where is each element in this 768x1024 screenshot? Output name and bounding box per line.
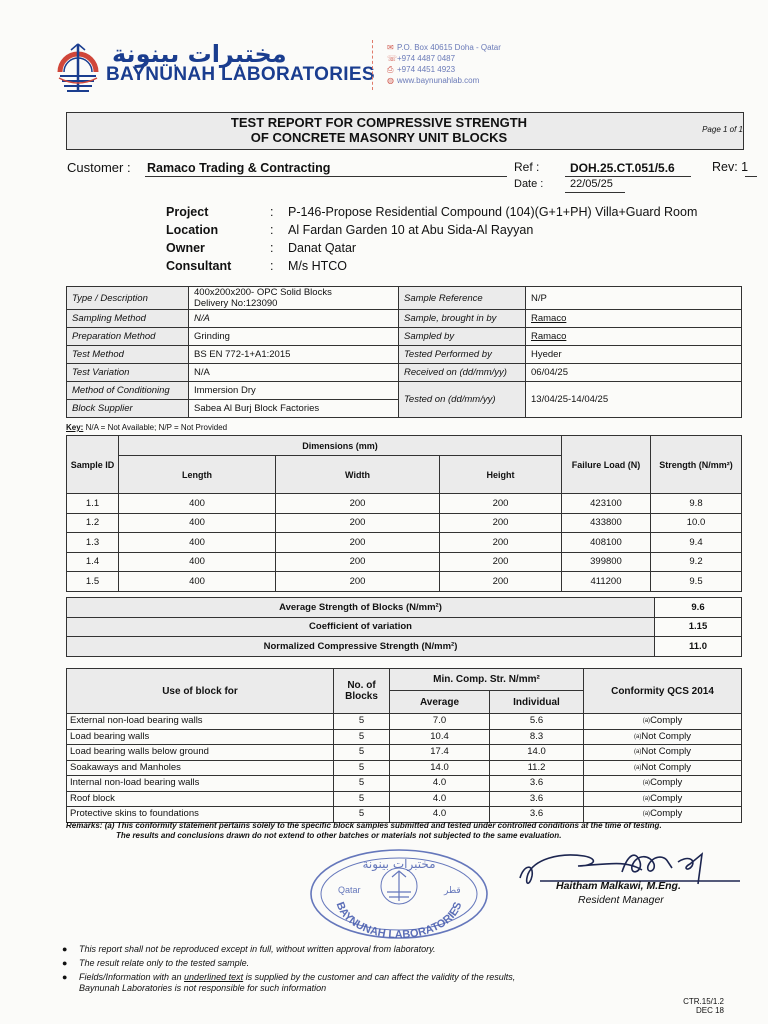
header-strength: Strength (N/mm²) — [651, 436, 742, 494]
use: Load bearing walls below ground — [67, 745, 334, 761]
width: 200 — [276, 513, 440, 533]
individual: 3.6 — [490, 807, 584, 823]
project-row: Project : P-146-Propose Residential Compound (104)(G+1+PH) Villa+Guard Room — [166, 205, 698, 219]
globe-icon: ◍ — [387, 76, 394, 85]
table-row — [67, 533, 742, 553]
sample-id: 1.4 — [67, 552, 119, 572]
owner-row: Owner : Danat Qatar — [166, 241, 357, 255]
info-label: Block Supplier — [67, 400, 189, 418]
cov-label: Coefficient of variation — [67, 617, 655, 637]
info-value: Grinding — [189, 328, 399, 346]
table-row — [67, 328, 742, 346]
conformity: $^{(a)}$Not Comply — [584, 760, 742, 776]
test-results-table — [66, 435, 742, 592]
list-item: ● This report shall not be reproduced except in full, without written approval from laboratory. — [62, 944, 436, 954]
length: 400 — [119, 552, 276, 572]
list-item: ● Fields/Information with an underlined text is supplied by the customer and can affect the validity of the results, Baynunah Laboratories is not responsible for such information — [62, 972, 516, 993]
report-date: 22/05/25 — [570, 178, 613, 190]
contact-block — [387, 42, 501, 86]
signatory-title: Resident Manager — [578, 894, 664, 906]
header-dimensions: Dimensions (mm) — [119, 436, 562, 456]
length: 400 — [119, 513, 276, 533]
logo-english-text: BAYNUNAH LABORATORIES — [106, 64, 375, 85]
customer-underline — [145, 176, 507, 177]
conformity: $^{(a)}$Comply — [584, 776, 742, 792]
failure-load: 399800 — [562, 552, 651, 572]
average: 4.0 — [390, 791, 490, 807]
table-row — [67, 791, 742, 807]
abbreviation-key: Key: N/A = Not Available; N/P = Not Provided — [66, 423, 228, 432]
info-label: Sampling Method — [67, 310, 189, 328]
table-row — [67, 760, 742, 776]
info-label: Sampled by — [399, 328, 526, 346]
failure-load: 411200 — [562, 572, 651, 592]
consultant-row: Consultant : M/s HTCO — [166, 259, 348, 273]
use: Roof block — [67, 791, 334, 807]
table-row — [67, 745, 742, 761]
table-row — [67, 382, 742, 400]
form-code: CTR.15/1.2 DEC 18 — [683, 997, 724, 1015]
footnotes — [62, 944, 742, 997]
info-value: N/P — [526, 287, 742, 310]
no-blocks: 5 — [334, 776, 390, 792]
header-failure-load: Failure Load (N) — [562, 436, 651, 494]
ref-label: Ref : — [514, 160, 540, 174]
use: Protective skins to foundations — [67, 807, 334, 823]
svg-text:قطر: قطر — [444, 886, 461, 896]
contact-phone: ☏+974 4487 0487 — [387, 54, 456, 63]
conformity: $^{(a)}$Comply — [584, 791, 742, 807]
use: Load bearing walls — [67, 729, 334, 745]
strength: 9.4 — [651, 533, 742, 553]
width: 200 — [276, 533, 440, 553]
average: 10.4 — [390, 729, 490, 745]
header-length: Length — [119, 456, 276, 494]
conformity: $^{(a)}$Not Comply — [584, 745, 742, 761]
no-blocks: 5 — [334, 745, 390, 761]
info-value: 13/04/25-14/04/25 — [526, 382, 742, 418]
height: 200 — [440, 552, 562, 572]
conformity: $^{(a)}$Comply — [584, 807, 742, 823]
table-row — [67, 776, 742, 792]
header-conformity: Conformity QCS 2014 — [584, 669, 742, 714]
info-value: 06/04/25 — [526, 364, 742, 382]
table-row — [67, 714, 742, 730]
height: 200 — [440, 572, 562, 592]
strength: 9.2 — [651, 552, 742, 572]
info-value: Ramaco — [526, 310, 742, 328]
conformity-table — [66, 668, 742, 823]
normalized-strength-label: Normalized Compressive Strength (N/mm²) — [67, 637, 655, 657]
width: 200 — [276, 494, 440, 514]
location-row: Location : Al Fardan Garden 10 at Abu Sida-Al Rayyan — [166, 223, 534, 237]
average: 4.0 — [390, 776, 490, 792]
table-row — [67, 346, 742, 364]
table-row — [67, 287, 742, 310]
individual: 3.6 — [490, 776, 584, 792]
info-label: Tested Performed by — [399, 346, 526, 364]
laboratory-stamp — [308, 846, 490, 942]
table-header-row — [67, 436, 742, 456]
bullet-icon: ● — [62, 944, 68, 954]
svg-text:مختبرات بينونة: مختبرات بينونة — [362, 857, 436, 871]
average: 17.4 — [390, 745, 490, 761]
contact-website: ◍ www.baynunahlab.com — [387, 76, 480, 85]
header-sample-id: Sample ID — [67, 436, 119, 494]
info-value: N/A — [189, 364, 399, 382]
width: 200 — [276, 572, 440, 592]
no-blocks: 5 — [334, 760, 390, 776]
mailbox-icon: ✉ — [387, 43, 394, 52]
baynunah-logo-icon — [54, 36, 102, 98]
table-row — [67, 513, 742, 533]
conformity: $^{(a)}$Not Comply — [584, 729, 742, 745]
revision-underline — [745, 176, 757, 177]
remarks: Remarks: (a) This conformity statement pertains solely to the specific block samples submitted and tested under controlled conditions at the time of testing. The results and conclusions drawn do not extend to other batches or materials not subjected to the same evaluation. — [66, 821, 662, 840]
phone-icon: ☏ — [387, 54, 398, 63]
conformity: $^{(a)}$Comply — [584, 714, 742, 730]
average: 4.0 — [390, 807, 490, 823]
project-details — [166, 203, 697, 275]
header-average: Average — [390, 691, 490, 714]
width: 200 — [276, 552, 440, 572]
summary-table — [66, 597, 742, 657]
use: Internal non-load bearing walls — [67, 776, 334, 792]
sample-info-table — [66, 286, 742, 418]
individual: 5.6 — [490, 714, 584, 730]
no-blocks: 5 — [334, 791, 390, 807]
sample-id: 1.1 — [67, 494, 119, 514]
failure-load: 408100 — [562, 533, 651, 553]
header-width: Width — [276, 456, 440, 494]
header-use: Use of block for — [67, 669, 334, 714]
table-row — [67, 310, 742, 328]
info-value: Ramaco — [526, 328, 742, 346]
header-no-blocks: No. of Blocks — [334, 669, 390, 714]
report-title: TEST REPORT FOR COMPRESSIVE STRENGTH OF CONCRETE MASONRY UNIT BLOCKS — [230, 115, 528, 145]
info-value-type: 400x200x200- OPC Solid Blocks Delivery No:123090 — [189, 287, 399, 310]
revision: Rev: 1 — [712, 160, 749, 174]
signatory-name: Haitham Malkawi, M.Eng. — [556, 880, 681, 892]
table-row — [67, 572, 742, 592]
list-item: ● The result relate only to the tested sample. — [62, 958, 250, 968]
report-title-box — [66, 112, 744, 150]
no-blocks: 5 — [334, 807, 390, 823]
cov-value: 1.15 — [655, 617, 742, 637]
use: External non-load bearing walls — [67, 714, 334, 730]
info-value: BS EN 772-1+A1:2015 — [189, 346, 399, 364]
info-label: Preparation Method — [67, 328, 189, 346]
header-min-strength: Min. Comp. Str. N/mm² — [390, 669, 584, 691]
table-row — [67, 807, 742, 823]
normalized-strength-value: 11.0 — [655, 637, 742, 657]
table-row — [67, 552, 742, 572]
no-blocks: 5 — [334, 714, 390, 730]
strength: 9.5 — [651, 572, 742, 592]
table-row — [67, 637, 742, 657]
info-value: Sabea Al Burj Block Factories — [189, 400, 399, 418]
bullet-icon: ● — [62, 972, 68, 982]
info-label: Sample, brought in by — [399, 310, 526, 328]
average-strength-value: 9.6 — [655, 598, 742, 618]
customer-label: Customer : — [67, 160, 131, 175]
header-individual: Individual — [490, 691, 584, 714]
info-label: Received on (dd/mm/yy) — [399, 364, 526, 382]
height: 200 — [440, 494, 562, 514]
failure-load: 423100 — [562, 494, 651, 514]
table-header-row — [67, 669, 742, 691]
logo-arabic-text: مختبرات بينونة — [112, 40, 287, 68]
table-row — [67, 494, 742, 514]
failure-load: 433800 — [562, 513, 651, 533]
use: Soakaways and Manholes — [67, 760, 334, 776]
individual: 3.6 — [490, 791, 584, 807]
no-blocks: 5 — [334, 729, 390, 745]
info-value: Immersion Dry — [189, 382, 399, 400]
info-label: Type / Description — [67, 287, 189, 310]
sample-id: 1.2 — [67, 513, 119, 533]
info-label: Test Method — [67, 346, 189, 364]
height: 200 — [440, 513, 562, 533]
fax-icon: ⎙ — [387, 65, 394, 74]
average: 7.0 — [390, 714, 490, 730]
length: 400 — [119, 533, 276, 553]
strength: 9.8 — [651, 494, 742, 514]
customer-name: Ramaco Trading & Contracting — [147, 161, 331, 175]
ref-underline — [565, 176, 691, 177]
info-label: Method of Conditioning — [67, 382, 189, 400]
contact-separator — [372, 40, 374, 90]
date-label: Date : — [514, 178, 544, 190]
svg-text:BAYNUNAH LABORATORIES: BAYNUNAH LABORATORIES — [333, 900, 465, 942]
date-underline — [565, 192, 625, 193]
individual: 11.2 — [490, 760, 584, 776]
ref-number: DOH.25.CT.051/5.6 — [570, 161, 675, 175]
contact-address: ✉ P.O. Box 40615 Doha - Qatar — [387, 43, 501, 52]
length: 400 — [119, 572, 276, 592]
sample-id: 1.5 — [67, 572, 119, 592]
average-strength-label: Average Strength of Blocks (N/mm²) — [67, 598, 655, 618]
individual: 8.3 — [490, 729, 584, 745]
info-label: Test Variation — [67, 364, 189, 382]
table-row — [67, 598, 742, 618]
info-value: N/A — [189, 310, 399, 328]
contact-fax: ⎙ +974 4451 4923 — [387, 65, 456, 74]
average: 14.0 — [390, 760, 490, 776]
info-label: Tested on (dd/mm/yy) — [399, 382, 526, 418]
sample-id: 1.3 — [67, 533, 119, 553]
height: 200 — [440, 533, 562, 553]
info-label: Sample Reference — [399, 287, 526, 310]
strength: 10.0 — [651, 513, 742, 533]
info-value: Hyeder — [526, 346, 742, 364]
table-row — [67, 364, 742, 382]
individual: 14.0 — [490, 745, 584, 761]
table-row — [67, 729, 742, 745]
bullet-icon: ● — [62, 958, 68, 968]
header-height: Height — [440, 456, 562, 494]
svg-text:Qatar: Qatar — [338, 885, 361, 895]
page-number: Page 1 of 1 — [702, 125, 743, 134]
length: 400 — [119, 494, 276, 514]
table-row — [67, 617, 742, 637]
